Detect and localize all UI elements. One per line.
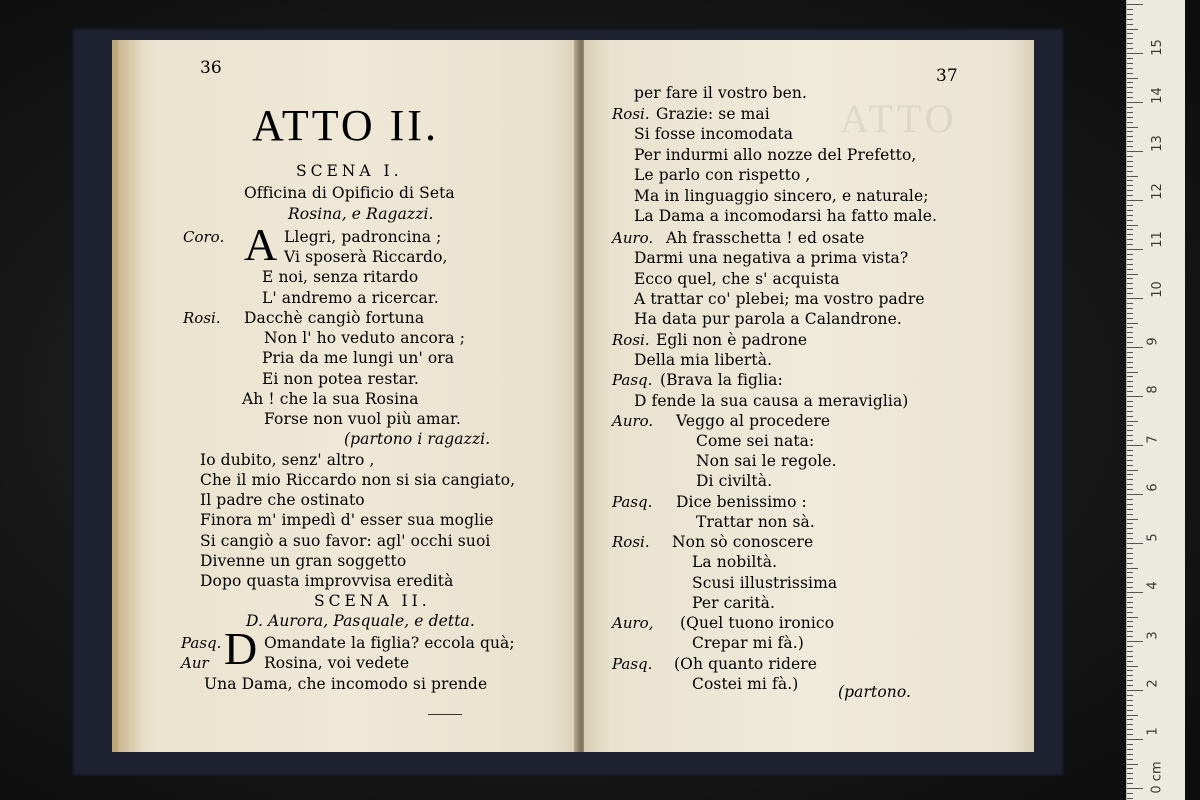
ruler-tick — [1127, 656, 1133, 657]
verse-line: Della mia libertà. — [634, 351, 773, 369]
ruler-tick — [1127, 715, 1138, 716]
ruler-tick — [1127, 670, 1133, 671]
ruler-tick — [1127, 558, 1133, 559]
ruler-tick — [1127, 401, 1133, 402]
verse-line: Llegri, padroncina ; — [284, 228, 442, 246]
ruler-number: 3 — [1145, 631, 1161, 640]
verse-line: Le parlo con rispetto , — [634, 166, 811, 184]
verse-line: (Quel tuono ironico — [680, 614, 835, 632]
ruler-tick — [1127, 509, 1133, 510]
ruler-tick — [1127, 690, 1143, 691]
ruler-tick — [1127, 264, 1133, 265]
ruler-tick — [1127, 185, 1133, 186]
verse-line: Io dubito, senz' altro , — [200, 451, 375, 469]
ruler-tick — [1127, 734, 1133, 735]
ruler-tick — [1127, 171, 1133, 172]
ruler-tick — [1127, 739, 1143, 740]
ruler-tick — [1127, 386, 1133, 387]
ruler-tick — [1127, 82, 1133, 83]
ruler-tick — [1127, 323, 1138, 324]
stage-direction: (partono i ragazzi. — [344, 430, 491, 448]
ruler-tick — [1127, 710, 1133, 711]
ruler-tick — [1127, 308, 1133, 309]
ruler-tick — [1127, 533, 1133, 534]
scene-heading: SCENA II. — [314, 592, 431, 610]
ruler-tick — [1127, 685, 1133, 686]
ruler-tick — [1127, 195, 1133, 196]
scene-setting: Officina di Opificio di Seta — [244, 184, 455, 202]
ruler-tick — [1127, 381, 1133, 382]
ruler-tick — [1127, 151, 1143, 152]
ruler-tick — [1127, 523, 1133, 524]
ruler-tick — [1127, 592, 1143, 593]
verse-line: Come sei nata: — [696, 432, 815, 450]
ruler-tick — [1127, 719, 1133, 720]
ruler-tick — [1127, 176, 1138, 177]
ruler-tick — [1127, 327, 1133, 328]
ruler-tick — [1127, 229, 1133, 230]
ruler-tick — [1127, 347, 1143, 348]
ruler-tick — [1127, 474, 1133, 475]
ruler-tick — [1127, 269, 1133, 270]
verse-line: Grazie: se mai — [656, 105, 770, 123]
ruler-tick — [1127, 68, 1133, 69]
verse-line: Costei mi fà.) — [692, 675, 799, 693]
ruler-tick — [1127, 107, 1133, 108]
verse-line: Dopo quasta improvvisa eredità — [200, 572, 454, 590]
ruler-tick — [1127, 303, 1133, 304]
ruler-tick — [1127, 367, 1133, 368]
ruler-number: 7 — [1145, 435, 1161, 444]
verse-line: Non l' ho veduto ancora ; — [264, 329, 466, 347]
ruler-tick — [1127, 548, 1133, 549]
ruler-tick — [1127, 406, 1133, 407]
ruler-tick — [1127, 293, 1133, 294]
page-number-right: 37 — [936, 66, 958, 86]
ruler-tick — [1127, 435, 1133, 436]
ruler-tick — [1127, 519, 1138, 520]
ruler-tick — [1127, 53, 1143, 54]
ruler-tick — [1127, 538, 1133, 539]
ruler-tick — [1127, 778, 1133, 779]
ruler-tick — [1127, 210, 1133, 211]
verse-line: E noi, senza ritardo — [262, 268, 419, 286]
ruler-tick — [1127, 514, 1133, 515]
verse-line: Il padre che ostinato — [200, 491, 365, 509]
ruler-tick — [1127, 318, 1133, 319]
verse-line: Darmi una negativa a prima vista? — [634, 249, 909, 267]
ruler-tick — [1127, 636, 1133, 637]
speaker-label: Aur — [181, 654, 209, 672]
verse-line: D fende la sua causa a meraviglia) — [634, 392, 909, 410]
ruler-tick — [1127, 4, 1143, 5]
verse-line: Egli non è padrone — [656, 331, 808, 349]
ruler-tick — [1127, 421, 1138, 422]
verse-line: Per carità. — [692, 594, 776, 612]
ruler-tick — [1127, 470, 1138, 471]
measurement-ruler — [1126, 0, 1185, 800]
verse-line: Rosina, voi vedete — [264, 654, 410, 672]
ruler-tick — [1127, 29, 1138, 30]
ruler-tick — [1127, 793, 1133, 794]
ruler-tick — [1127, 416, 1133, 417]
ruler-tick — [1127, 92, 1133, 93]
ruler-tick — [1127, 14, 1133, 15]
verse-line: (Oh quanto ridere — [674, 655, 818, 673]
ruler-tick — [1127, 313, 1133, 314]
ruler-tick — [1127, 553, 1133, 554]
stage-direction: (partono. — [838, 683, 912, 701]
ruler-tick — [1127, 220, 1133, 221]
catchword-rule — [428, 714, 462, 715]
ruler-tick — [1127, 646, 1133, 647]
speaker-label: Auro. — [612, 412, 654, 430]
ruler-tick — [1127, 465, 1133, 466]
verse-line: La nobiltà. — [692, 553, 778, 571]
ruler-tick — [1127, 489, 1133, 490]
verse-line: Finora m' impedì d' esser sua moglie — [200, 511, 494, 529]
ruler-tick — [1127, 597, 1133, 598]
ruler-tick — [1127, 278, 1133, 279]
ruler-tick — [1127, 484, 1133, 485]
verse-line: Si fosse incomodata — [634, 125, 794, 143]
ruler-tick — [1127, 788, 1143, 789]
ruler-number: 13 — [1149, 135, 1165, 152]
ruler-tick — [1127, 695, 1133, 696]
ruler-tick — [1127, 161, 1133, 162]
ruler-tick — [1127, 190, 1133, 191]
ruler-tick — [1127, 411, 1133, 412]
ruler-tick — [1127, 141, 1133, 142]
ruler-number: 4 — [1145, 581, 1161, 590]
ruler-number: 10 — [1149, 281, 1165, 298]
ruler-tick — [1127, 24, 1133, 25]
verse-line: Si cangiò a suo favor: agl' occhi suoi — [200, 532, 491, 550]
ruler-tick — [1127, 146, 1133, 147]
ruler-tick — [1127, 700, 1133, 701]
ruler-number: 15 — [1149, 39, 1165, 56]
verse-line: Ma in linguaggio sincero, e naturale; — [634, 187, 929, 205]
ruler-tick — [1127, 621, 1133, 622]
ruler-tick — [1127, 352, 1133, 353]
ruler-tick — [1127, 749, 1133, 750]
ruler-number: 1 — [1145, 727, 1161, 736]
verse-line: A trattar co' plebei; ma vostro padre — [634, 290, 925, 308]
ruler-tick — [1127, 396, 1143, 397]
ruler-tick — [1127, 768, 1133, 769]
ruler-tick — [1127, 122, 1133, 123]
ruler-tick — [1127, 759, 1133, 760]
ruler-tick — [1127, 651, 1133, 652]
ruler-tick — [1127, 342, 1133, 343]
ruler-number: 11 — [1149, 231, 1165, 248]
ruler-tick — [1127, 274, 1138, 275]
ruler-tick — [1127, 9, 1133, 10]
verse-line: Ah ! che la sua Rosina — [242, 390, 419, 408]
verse-line: Veggo al procedere — [676, 412, 831, 430]
verse-line: Ecco quel, che s' acquista — [634, 270, 840, 288]
ruler-tick — [1127, 450, 1133, 451]
ruler-tick — [1127, 215, 1133, 216]
drop-cap: D — [224, 623, 258, 674]
ruler-tick — [1127, 73, 1133, 74]
speaker-label: Coro. — [183, 228, 225, 246]
page-edge-stain — [112, 40, 142, 752]
speaker-label: Pasq. — [612, 493, 653, 511]
ruler-tick — [1127, 239, 1133, 240]
ruler-tick — [1127, 58, 1133, 59]
speaker-label: Pasq. — [612, 371, 653, 389]
ruler-number: 8 — [1145, 385, 1161, 394]
ruler-number: 2 — [1145, 679, 1161, 688]
verse-line: Per indurmi allo nozze del Prefetto, — [634, 146, 917, 164]
ruler-number: 6 — [1145, 483, 1161, 492]
verse-line: Che il mio Riccardo non si sia cangiato, — [200, 471, 516, 489]
verse-line: Dacchè cangiò fortuna — [244, 309, 425, 327]
ruler-tick — [1127, 376, 1133, 377]
ruler-tick — [1127, 764, 1138, 765]
ruler-tick — [1127, 337, 1133, 338]
ruler-tick — [1127, 298, 1143, 299]
verse-line: Forse non vuol più amar. — [264, 410, 461, 428]
ruler-tick — [1127, 445, 1143, 446]
ruler-tick — [1127, 38, 1133, 39]
verse-line: Una Dama, che incomodo si prende — [204, 675, 488, 693]
drop-cap: A — [244, 219, 278, 270]
speaker-label: Rosi. — [612, 331, 650, 349]
ruler-tick — [1127, 568, 1138, 569]
ruler-tick — [1127, 773, 1133, 774]
verse-line: Ha data pur parola a Calandrone. — [634, 310, 902, 328]
scene-characters: Rosina, e Ragazzi. — [288, 205, 434, 223]
ruler-tick — [1127, 372, 1138, 373]
ruler-tick — [1127, 460, 1133, 461]
ruler-number: 12 — [1149, 183, 1165, 200]
verse-line: Trattar non sà. — [696, 513, 815, 531]
speaker-label: Auro. — [612, 229, 654, 247]
ruler-tick — [1127, 612, 1133, 613]
ruler-tick — [1127, 729, 1133, 730]
ruler-tick — [1127, 259, 1133, 260]
verse-line: Omandate la figlia? eccola quà; — [264, 634, 515, 652]
ruler-tick — [1127, 131, 1133, 132]
ruler-tick — [1127, 617, 1138, 618]
ruler-tick — [1127, 117, 1133, 118]
ruler-tick — [1127, 391, 1133, 392]
speaker-label: Auro, — [612, 614, 654, 632]
scene-heading: SCENA I. — [296, 162, 403, 180]
ruler-tick — [1127, 102, 1143, 103]
ruler-tick — [1127, 631, 1133, 632]
verse-line: La Dama a incomodarsi ha fatto male. — [634, 207, 937, 225]
ruler-tick — [1127, 666, 1138, 667]
ruler-tick — [1127, 283, 1133, 284]
ruler-tick — [1127, 577, 1133, 578]
ruler-tick — [1127, 504, 1133, 505]
ruler-tick — [1127, 661, 1133, 662]
ruler-tick — [1127, 19, 1133, 20]
ruler-number: 0 cm — [1149, 761, 1165, 794]
ruler-tick — [1127, 641, 1143, 642]
page-number-left: 36 — [200, 58, 222, 78]
ruler-tick — [1127, 156, 1133, 157]
speaker-label: Rosi. — [183, 309, 221, 327]
ruler-tick — [1127, 225, 1138, 226]
verse-line: Non sai le regole. — [696, 452, 837, 470]
ruler-tick — [1127, 43, 1133, 44]
verse-line: Di civiltà. — [696, 472, 773, 490]
speaker-label: Rosi. — [612, 533, 650, 551]
ruler-tick — [1127, 587, 1133, 588]
verse-line: Dice benissimo : — [676, 493, 807, 511]
ruler-tick — [1127, 543, 1143, 544]
ruler-number: 5 — [1145, 533, 1161, 542]
verse-line: (Brava la figlia: — [660, 371, 783, 389]
ruler-tick — [1127, 744, 1133, 745]
ruler-tick — [1127, 798, 1133, 799]
ruler-tick — [1127, 440, 1133, 441]
ruler-tick — [1127, 127, 1138, 128]
ruler-tick — [1127, 724, 1133, 725]
ruler-number: 14 — [1149, 87, 1165, 104]
bleed-through-text: ATTO — [840, 96, 958, 141]
speaker-label: Pasq. — [181, 634, 222, 652]
ruler-tick — [1127, 234, 1133, 235]
ruler-tick — [1127, 754, 1133, 755]
ruler-tick — [1127, 180, 1133, 181]
verse-line: per fare il vostro ben. — [634, 84, 808, 102]
ruler-tick — [1127, 136, 1133, 137]
verse-line: Divenne un gran soggetto — [200, 552, 407, 570]
ruler-tick — [1127, 166, 1133, 167]
ruler-tick — [1127, 783, 1133, 784]
speaker-label: Pasq. — [612, 655, 653, 673]
ruler-tick — [1127, 78, 1138, 79]
verse-line: L' andremo a ricercar. — [262, 289, 439, 307]
ruler-tick — [1127, 499, 1133, 500]
verse-line: Non sò conoscere — [672, 533, 814, 551]
verse-line: Vi sposerà Riccardo, — [284, 248, 448, 266]
ruler-tick — [1127, 254, 1133, 255]
ruler-tick — [1127, 425, 1133, 426]
ruler-tick — [1127, 288, 1133, 289]
ruler-tick — [1127, 680, 1133, 681]
ruler-number: 9 — [1145, 337, 1161, 346]
ruler-tick — [1127, 332, 1133, 333]
verse-line: Ei non potea restar. — [262, 370, 419, 388]
ruler-tick — [1127, 249, 1143, 250]
ruler-tick — [1127, 97, 1133, 98]
ruler-tick — [1127, 200, 1143, 201]
ruler-tick — [1127, 112, 1133, 113]
ruler-tick — [1127, 63, 1133, 64]
ruler-tick — [1127, 205, 1133, 206]
ruler-tick — [1127, 528, 1133, 529]
ruler-tick — [1127, 563, 1133, 564]
verse-line: Scusi illustrissima — [692, 574, 838, 592]
ruler-tick — [1127, 33, 1133, 34]
ruler-tick — [1127, 572, 1133, 573]
ruler-tick — [1127, 705, 1133, 706]
ruler-tick — [1127, 602, 1133, 603]
ruler-tick — [1127, 607, 1133, 608]
ruler-tick — [1127, 357, 1133, 358]
scene-characters: D. Aurora, Pasquale, e detta. — [246, 612, 475, 630]
verse-line: Crepar mi fà.) — [692, 634, 804, 652]
ruler-tick — [1127, 48, 1133, 49]
ruler-tick — [1127, 362, 1133, 363]
ruler-tick — [1127, 626, 1133, 627]
speaker-label: Rosi. — [612, 105, 650, 123]
verse-line: Pria da me lungi un' ora — [262, 349, 455, 367]
ruler-tick — [1127, 87, 1133, 88]
ruler-tick — [1127, 430, 1133, 431]
ruler-tick — [1127, 494, 1143, 495]
ruler-tick — [1127, 455, 1133, 456]
act-title: ATTO II. — [252, 101, 439, 150]
ruler-tick — [1127, 675, 1133, 676]
verse-line: Ah frasschetta ! ed osate — [666, 229, 865, 247]
ruler-tick — [1127, 244, 1133, 245]
ruler-tick — [1127, 479, 1133, 480]
ruler-tick — [1127, 582, 1133, 583]
